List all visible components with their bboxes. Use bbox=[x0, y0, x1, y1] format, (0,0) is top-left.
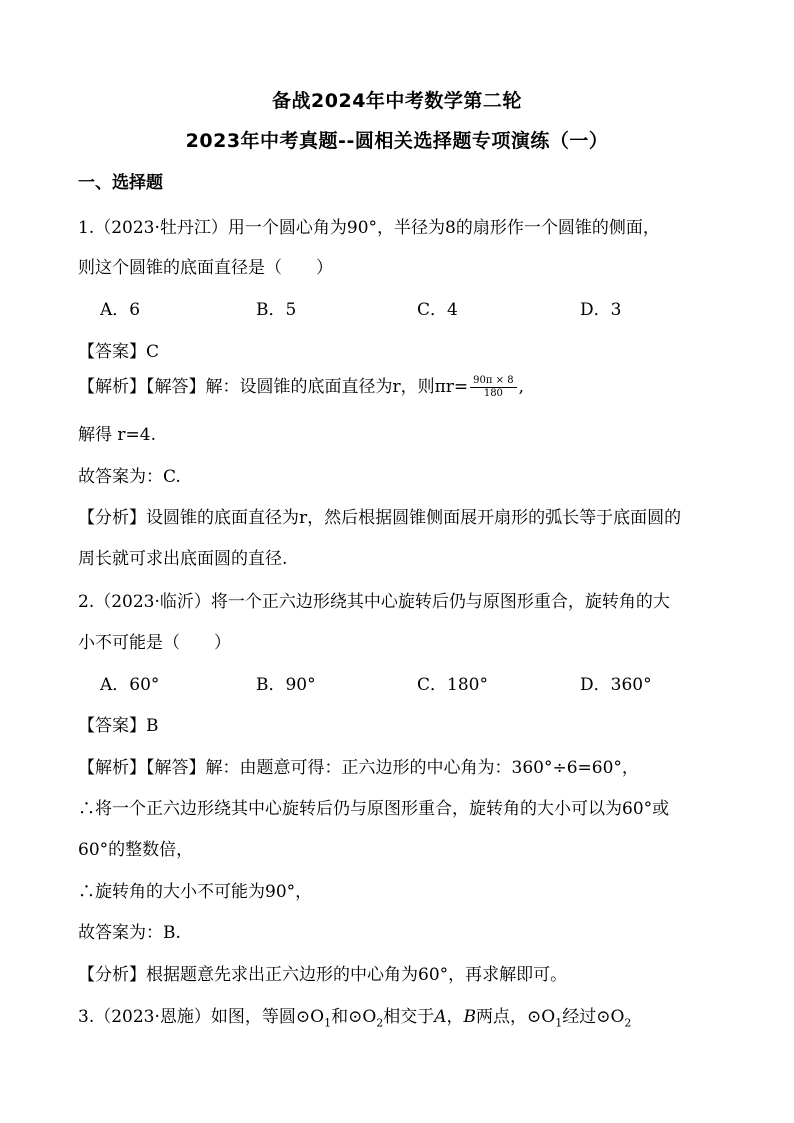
q2-analysis-line1: 【解析】【解答】解：由题意可得：正六边形的中心角为：360°÷6=60°， bbox=[78, 758, 639, 778]
page-title: 备战2024年中考数学第二轮 bbox=[272, 90, 522, 112]
q3-point-b: B bbox=[463, 1007, 477, 1027]
q3-text-4: 两点，⊙O bbox=[476, 1007, 556, 1027]
q3-text-3: 相交于 bbox=[383, 1007, 435, 1027]
q3-stem-line1 bbox=[78, 1002, 631, 1029]
q2-fenxi: 【分析】根据题意先求出正六边形的中心角为60°，再求解即可。 bbox=[78, 965, 568, 985]
q3-point-a: A bbox=[434, 1007, 447, 1027]
q1-analysis-text: 【解析】【解答】解：设圆锥的底面直径为r，则πr= bbox=[78, 377, 469, 397]
q3-sub-3: 1 bbox=[555, 1016, 563, 1030]
q3-text-5: 经过⊙O bbox=[562, 1007, 625, 1027]
q1-fraction bbox=[470, 375, 516, 400]
q1-analysis bbox=[78, 372, 524, 400]
q2-stem-line2: 小不可能是（ ） bbox=[78, 633, 231, 653]
q2-option-a: A．60° bbox=[100, 675, 160, 695]
q1-analysis-suffix: , bbox=[518, 377, 524, 397]
q1-option-c: C．4 bbox=[417, 300, 458, 320]
q1-option-a: A．6 bbox=[100, 300, 141, 320]
q2-stem-line1: 2.（2023·临沂）将一个正六边形绕其中心旋转后仍与原图形重合，旋转角的大 bbox=[78, 592, 670, 612]
q2-analysis-line4: ∴旋转角的大小不可能为90°， bbox=[78, 882, 313, 902]
q1-stem-line2: 则这个圆锥的底面直径是（ ） bbox=[78, 258, 333, 278]
q1-fenxi-line2: 周长就可求出底面圆的直径. bbox=[78, 549, 288, 569]
q3-sub-2: 2 bbox=[376, 1016, 384, 1030]
q3-text-1: 3.（2023·恩施）如图，等圆⊙O bbox=[78, 1007, 325, 1027]
q1-fenxi-line1: 【分析】设圆锥的底面直径为r，然后根据圆锥侧面展开扇形的弧长等于底面圆的 bbox=[78, 508, 682, 528]
q3-sub-1: 1 bbox=[324, 1016, 332, 1030]
q2-option-b: B．90° bbox=[256, 675, 316, 695]
q1-fraction-denominator: 180 bbox=[483, 388, 503, 399]
q1-conclusion: 故答案为：C. bbox=[78, 467, 181, 487]
q1-option-b: B．5 bbox=[256, 300, 297, 320]
q2-answer: 【答案】B bbox=[78, 716, 159, 736]
q2-analysis-line3: 60°的整数倍， bbox=[78, 840, 194, 860]
q1-answer: 【答案】C bbox=[78, 342, 160, 362]
page-subtitle: 2023年中考真题--圆相关选择题专项演练（一） bbox=[185, 130, 609, 152]
q1-stem-line1: 1.（2023·牡丹江）用一个圆心角为90°，半径为8的扇形作一个圆锥的侧面， bbox=[78, 218, 660, 238]
q2-option-c: C．180° bbox=[417, 675, 488, 695]
q1-solve: 解得 r=4. bbox=[78, 425, 156, 445]
q2-analysis-line2: ∴将一个正六边形绕其中心旋转后仍与原图形重合，旋转角的大小可以为60°或 bbox=[78, 799, 670, 819]
q3-sub-4: 2 bbox=[624, 1016, 632, 1030]
section-heading: 一、选择题 bbox=[78, 173, 163, 193]
q1-fraction-numerator: 90π × 8 bbox=[470, 375, 516, 388]
q3-comma: ， bbox=[446, 1007, 464, 1027]
q3-text-2: 和⊙O bbox=[331, 1007, 377, 1027]
q2-conclusion: 故答案为：B. bbox=[78, 923, 181, 943]
q1-option-d: D．3 bbox=[580, 300, 622, 320]
q2-option-d: D．360° bbox=[580, 675, 652, 695]
